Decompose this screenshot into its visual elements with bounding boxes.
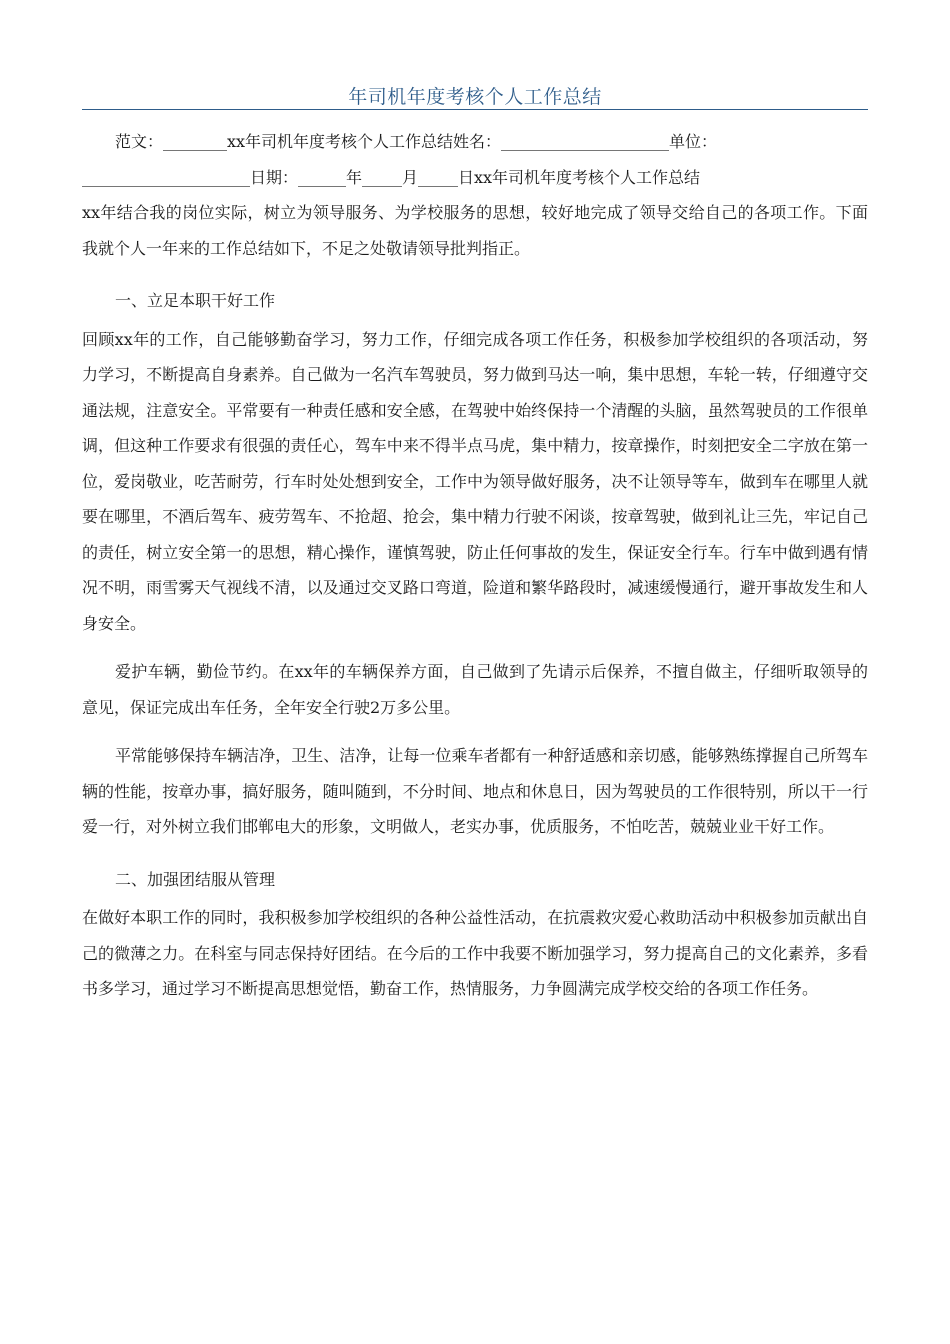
section-1-paragraph-1: 回顾xx年的工作，自己能够勤奋学习，努力工作，仔细完成各项工作任务，积极参加学校组织的各项活动，努力学习，不断提高自身素养。自己做为一名汽车驾驶员，努力做到马达一响，集中思想，车轮一转，仔细遵守交通法规，注意安全。平常要有一种责任感和安全感，在驾驶中始终保持一个清醒的头脑，虽然驾驶员的工作很单调，但这种工作要求有很强的责任心，驾车中来不得半点马虎，集中精力，按章操作，时刻把安全二字放在第一位，爱岗敬业，吃苦耐劳，行车时处处想到安全，工作中为领导做好服务，决不让领导等车，做到车在哪里人就要在哪里，不酒后驾车、疲劳驾车、不抢超、抢会，集中精力行驶不闲谈，按章驾驶，做到礼让三先，牢记自己的责任，树立安全第一的思想，精心操作，谨慎驾驶，防止任何事故的发生，保证安全行车。行车中做到遇有情况不明，雨雪雾天气视线不清，以及通过交叉路口弯道，险道和繁华路段时，减速缓慢通行，避开事故发生和人身安全。: [82, 329, 868, 633]
document-title: 年司机年度考核个人工作总结: [348, 86, 602, 108]
section-1-heading: 一、立足本职干好工作: [115, 291, 276, 310]
header-fields-line-1: 范文：________xx年司机年度考核个人工作总结姓名：_____________________单位：: [115, 132, 718, 151]
section-1-paragraph-2: 爱护车辆，勤俭节约。在xx年的车辆保养方面，自己做到了先请示后保养，不擅自做主，仔细听取领导的意见，保证完成出车任务，全年安全行驶2万多公里。: [82, 662, 868, 717]
section-1-paragraph-3: 平常能够保持车辆洁净，卫生、洁净，让每一位乘车者都有一种舒适感和亲切感，能够熟练撑握自己所驾车辆的性能，按章办事，搞好服务，随叫随到，不分时间、地点和休息日，因为驾驶员的工作很特别，所以干一行爱一行，对外树立我们邯郸电大的形象，文明做人，老实办事，优质服务，不怕吃苦，兢兢业业干好工作。: [82, 746, 868, 836]
title-underline: [82, 109, 868, 110]
header-fields-line-2: _____________________日期：______年_____月_____日xx年司机年度考核个人工作总结: [82, 167, 701, 187]
document-body: [82, 124, 868, 1007]
intro-paragraph: xx年结合我的岗位实际，树立为领导服务、为学校服务的思想，较好地完成了领导交给自己的各项工作。下面我就个人一年来的工作总结如下，不足之处敬请领导批判指正。: [82, 203, 868, 258]
section-2-paragraph-1: 在做好本职工作的同时，我积极参加学校组织的各种公益性活动，在抗震救灾爱心救助活动中积极参加贡献出自己的微薄之力。在科室与同志保持好团结。在今后的工作中我要不断加强学习，努力提高自己的文化素养，多看书多学习，通过学习不断提高思想觉悟，勤奋工作，热情服务，力争圆满完成学校交给的各项工作任务。: [82, 908, 868, 998]
section-2-heading: 二、加强团结服从管理: [115, 869, 276, 889]
